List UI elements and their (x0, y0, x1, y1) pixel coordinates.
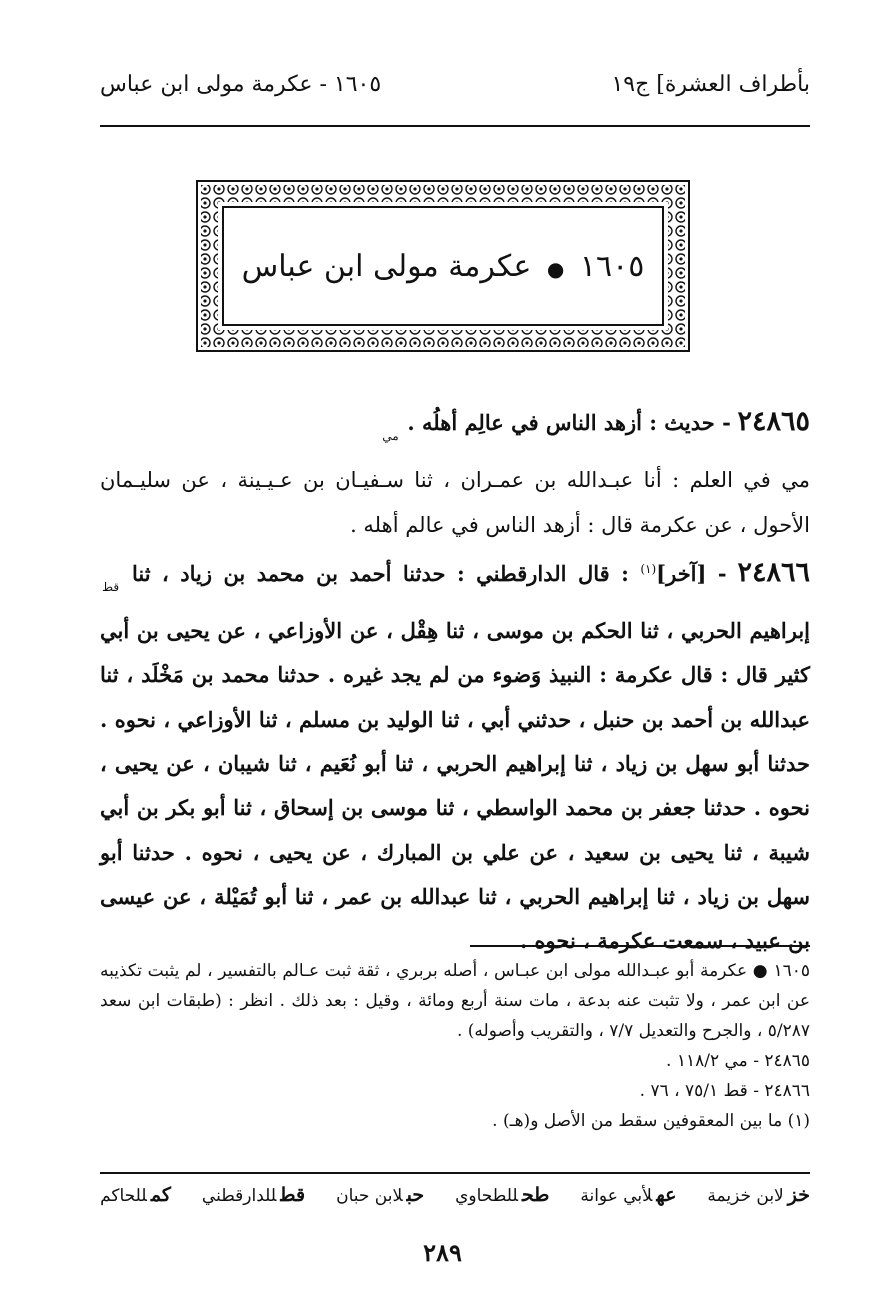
header-rule (100, 125, 810, 127)
abbreviation-code: قط (280, 1184, 306, 1206)
abbreviation-rule (100, 1172, 810, 1174)
source-siglum: قط (102, 579, 120, 594)
hadith-text: مي في العلم : أنا عبـدالله بن عمـران ، ثنا سـفيـان بن عـيـينة ، عن سليـمان الأحول ، عن عكرمة قال : أزهد الناس في عالم أهله . (100, 468, 810, 537)
bullet-icon: ● (546, 256, 565, 281)
footnotes (100, 956, 810, 1136)
abbreviation-label: لابن حبان (336, 1186, 403, 1206)
section-number: ١٦٠٥ (579, 248, 645, 284)
hadith-number: ٢٤٨٦٦ (737, 556, 810, 588)
abbreviation-code: عه (656, 1184, 677, 1206)
hadith-intro: : قال الدارقطني : حدثنا أحمد بن محمد بن زياد ، ثنا (131, 560, 641, 586)
abbreviation-code: حب (406, 1184, 425, 1206)
page-number: ٢٨٩ (423, 1238, 462, 1267)
section-name: عكرمة مولى ابن عباس (241, 248, 532, 284)
section-title (242, 249, 645, 284)
hadith-entry (100, 400, 810, 458)
abbreviation-code: خز (787, 1184, 810, 1206)
abbreviation-item (707, 1184, 810, 1206)
hadith-title: - [آخر] (656, 560, 727, 586)
abbreviation-code: كم (150, 1184, 171, 1206)
footnote-note: (١) ما بين المعقوفين سقط من الأصل و(هـ) . (492, 1111, 810, 1131)
abbreviation-label: لأبي عوانة (580, 1186, 653, 1206)
book-title: بأطراف العشرة] ج١٩ (611, 72, 810, 97)
footnote-source: ٢٤٨٦٦ - قط ٧٥/١ ، ٧٦ . (639, 1081, 810, 1101)
abbreviation-item (336, 1184, 424, 1206)
hadith-number: ٢٤٨٦٥ (737, 406, 810, 437)
abbreviation-label: للحاكم (100, 1186, 147, 1206)
section-title-frame (196, 180, 690, 352)
abbreviation-item (100, 1184, 171, 1206)
abbreviation-label: للدارقطني (201, 1186, 277, 1206)
abbreviation-label: للطحاوي (455, 1186, 518, 1206)
abbreviation-code: طح (521, 1184, 550, 1206)
footnote-rule (470, 945, 810, 947)
body-text (100, 400, 810, 964)
footnote-biography: ١٦٠٥ ● عكرمة أبو عبـدالله مولى ابن عبـاس ، أصله بربري ، ثقة ثبت عـالم بالتفسير ، لم يثبت تكذيبه عن ابن عمر ، ولا تثبت عنه بدعة ، مات سنة أربع ومائة ، وقيل : بعد ذلك . انظر : (طبقات ابن سعد ٥/٢٨٧ ، والجرح والتعديل ٧/٧ ، والتقريب وأصوله) . (100, 961, 810, 1041)
abbreviation-item (455, 1184, 549, 1206)
running-header (100, 72, 810, 116)
abbreviation-item (580, 1184, 676, 1206)
source-siglum: مي (382, 429, 399, 443)
section-title-box (222, 206, 664, 326)
hadith-title: - حديث : أزهد الناس في عالِم أهلُه . (407, 410, 731, 435)
abbreviation-label: لابن خزيمة (707, 1186, 784, 1206)
hadith-entry (100, 547, 810, 964)
footnote-marker: (١) (640, 561, 657, 576)
hadith-text: إبراهيم الحربي ، ثنا الحكم بن موسى ، ثنا هِقْل ، عن الأوزاعي ، عن يحيى بن أبي كثير قال : قال عكرمة : النبيذ وَضوء من لم يجد غيره . حدثنا محمد بن مَخْلَد ، ثنا عبدالله بن أحمد بن حنبل ، حدثني أبي ، ثنا الوليد بن مسلم ، ثنا الأوزاعي ، نحوه . حدثنا أبو سهل بن زياد ، ثنا إبراهيم الحربي ، ثنا أبو نُعَيم ، ثنا شيبان ، عن يحيى ، نحوه . حدثنا جعفر بن محمد الواسطي ، ثنا موسى بن إسحاق ، ثنا أبو بكر بن أبي شيبة ، ثنا يحيى بن سعيد ، عن علي بن المبارك ، عن يحيى ، نحوه . حدثنا أبو سهل بن زياد ، ثنا إبراهيم الحربي ، ثنا عبدالله بن عمر ، ثنا أبو تُمَيْلة ، عن عيسى بن عبيد ، سمعت عكرمة ، نحوه . (100, 618, 810, 954)
footnote-source: ٢٤٨٦٥ - مي ١١٨/٢ . (666, 1051, 810, 1071)
abbreviation-item (202, 1184, 305, 1206)
abbreviation-key (100, 1184, 810, 1206)
section-reference: ١٦٠٥ - عكرمة مولى ابن عباس (100, 72, 382, 97)
